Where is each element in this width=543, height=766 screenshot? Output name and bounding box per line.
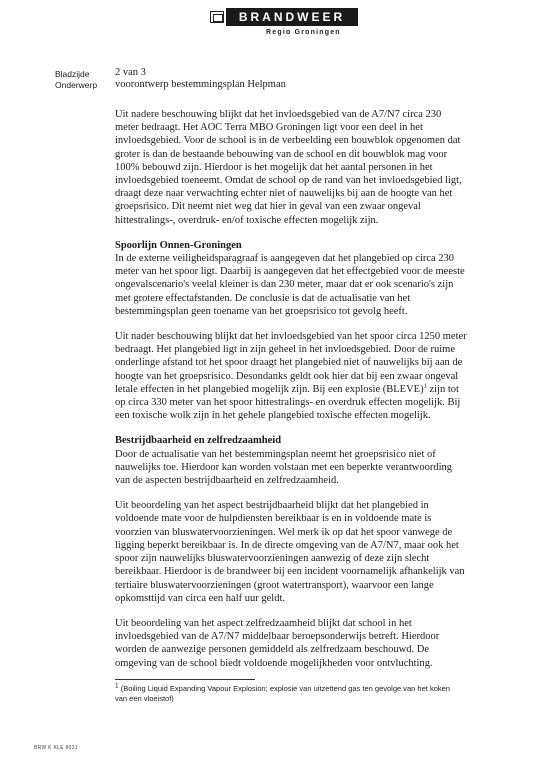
footnote <box>115 684 460 704</box>
subject-value: voorontwerp bestemmingsplan Helpman <box>115 79 286 90</box>
paragraph-spoor-invloedsgebied <box>115 330 467 422</box>
brand-region: Regio Groningen <box>266 29 341 36</box>
spoor-text-part1: Uit nader beschouwing blijkt dat het invloedsgebied van het spoor circa 1250 meter bedraagt. Het plangebied ligt in zijn geheel in het invloedsgebied. Door de ruime onderlinge afstand tot het spoor draagt het plangebied niet of nauwelijks bij aan de hoogte van het groepsrisico. Desondanks geldt ook hier dat bij een zwaar ongeval letale effecten in het plangebied mogelijk zijn. Bij een explosie (BLEVE) <box>115 331 467 395</box>
page-value: 2 van 3 <box>115 67 146 78</box>
document-code: BRW K KLE 8031 <box>34 745 78 751</box>
paragraph-a7-invloedsgebied: Uit nadere beschouwing blijkt dat het invloedsgebied van de A7/N7 circa 230 meter bedraagt. Het AOC Terra MBO Groningen ligt voor een deel in het invloedsgebied. Voor de school is in de verbeelding een bouwblok opgenomen dat groter is dan de bestaande bebouwing van de school en dit bouwblok mag voor 100% bebouwd zijn. Hierdoor is het mogelijk dat het aantal personen in het invloedsgebied toeneemt. Omdat de school op de rand van het invloedsgebied ligt, draagt deze naar verwachting echter niet of nauwelijks bij aan de hoogte van het groepsrisico. Dit neemt niet weg dat hier in geval van een zwaar ongeval hittestralings-, overdruk- en/of toxische effecten mogelijk zijn. <box>115 109 462 226</box>
brand-name: BRANDWEER <box>226 8 358 26</box>
letter-body <box>115 108 467 682</box>
meta-values <box>115 67 286 91</box>
heading-spoorlijn: Spoorlijn Onnen-Groningen <box>115 239 242 251</box>
page-label: Bladzijde <box>55 69 90 79</box>
paragraph-bestrijdbaarheid: Uit beoordeling van het aspect bestrijdbaarheid blijkt dat het plangebied in voldoende mate voor de hulpdiensten bereikbaar is en in voldoende mate is voorzien van bluswatervoorzieningen. Wel merk ik op dat het spoor vanwege de ligging beperkt bereikbaar is. In de directe omgeving van de A7/N7, maar ook het spoor zijn nauwelijks bluswatervoorzieningen aanwezig of deze zijn slecht bereikbaar. Hierdoor is de brandweer bij een incident voornamelijk afhankelijk van tertiaire bluswatervoorzieningen (groot watertransport), waarvoor een lange opkomsttijd van circa een half uur geldt. <box>115 500 465 604</box>
spoor-text-part2: zijn tot op circa 330 meter van het spoor hittestralings- en overdruk effecten mogelijk. Bij een toxische wolk zijn in het gehele plangebied toxische effecten mogelijk. <box>115 383 461 422</box>
paragraph-beperkte-verantwoording: Door de actualisatie van het bestemmingsplan neemt het groepsrisico niet of nauwelijks toe. Hierdoor kan worden volstaan met een beperkte verantwoording van de aspecten bestrijdbaarheid en zelfredzaamheid. <box>115 448 453 487</box>
subject-label: Onderwerp <box>55 80 98 90</box>
brandweer-emblem-icon <box>210 11 224 23</box>
paragraph-spoorlijn-paragraaf: In de externe veiligheidsparagraaf is aangegeven dat het plangebied op circa 230 meter van het spoor ligt. Daarbij is aangegeven dat het effectgebied voor de meeste ongevalscenario's veelal kleiner is dan 230 meter, maar dat er ook scenario's zijn met grotere effectafstanden. De conclusie is dat de actualisatie van het bestemmingsplan geen toename van het groepsrisico tot gevolg heeft. <box>115 253 465 317</box>
footnote-text: (Boiling Liquid Expanding Vapour Explosion; explosie van uitzettend gas ten gevolge van het koken van een vloeistof) <box>115 684 450 703</box>
footnote-reference: 1 <box>423 382 427 390</box>
brandweer-logo <box>210 8 360 50</box>
meta-labels <box>55 69 97 91</box>
footnote-number: 1 <box>115 682 119 690</box>
paragraph-zelfredzaamheid: Uit beoordeling van het aspect zelfredzaamheid blijkt dat school in het invloedsgebied van de A7/N7 middelbaar beroepsonderwijs betreft. Hierdoor worden de aanwezige personen gemiddeld als zelfredzaam beschouwd. De omgeving van de school biedt voldoende mogelijkheden voor ontvluchting. <box>115 617 440 669</box>
heading-bestrijdbaarheid: Bestrijdbaarheid en zelfredzaamheid <box>115 435 282 447</box>
footnote-divider <box>115 679 255 680</box>
